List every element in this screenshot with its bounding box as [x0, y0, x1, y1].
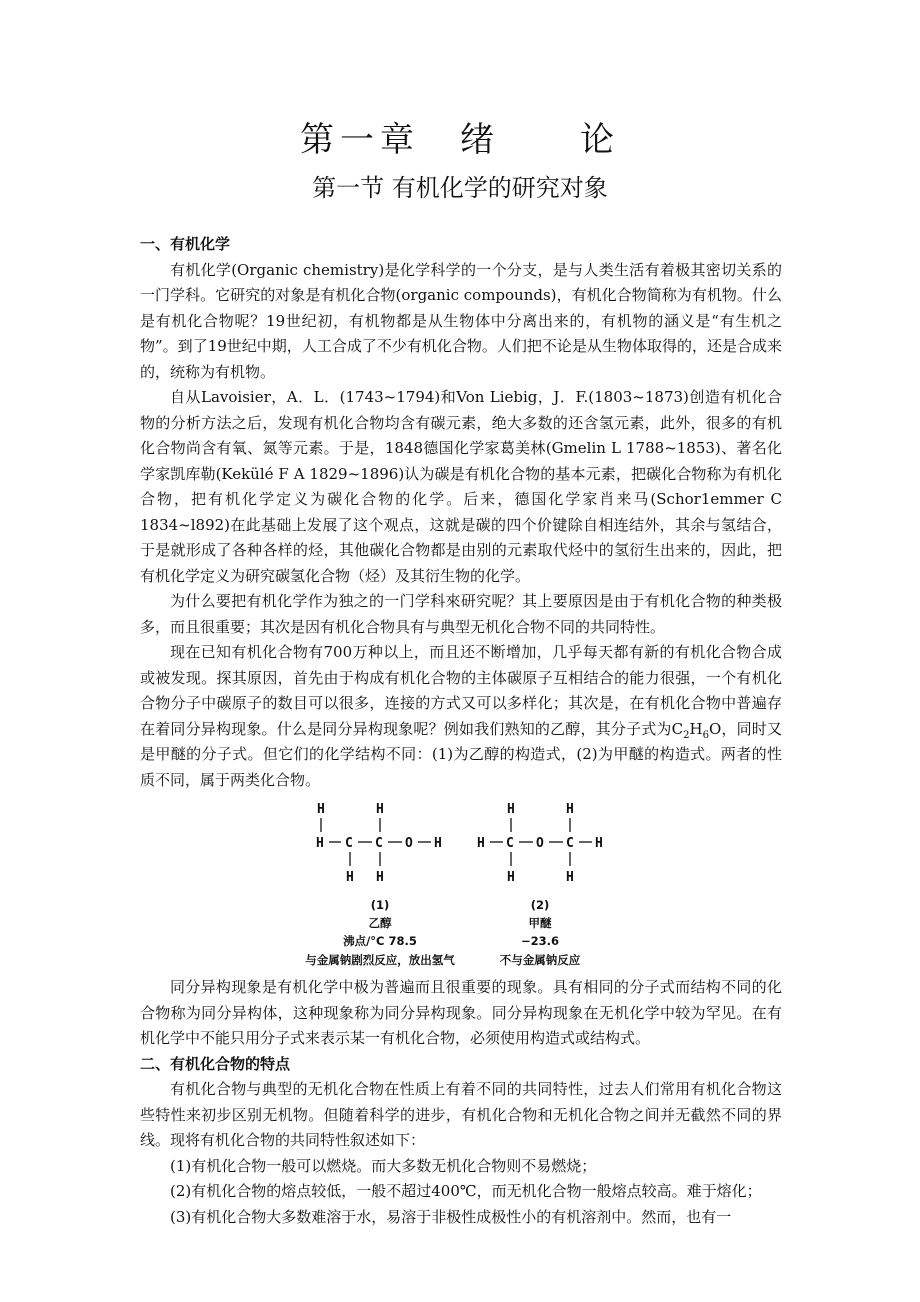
section-heading-characteristics: 二、有机化合物的特点	[140, 1054, 291, 1073]
list-item: (3)有机化合物大多数难溶于水，易溶于非极性成极性小的有机溶剂中。然而，也有一	[170, 1207, 732, 1226]
ether-name: 甲醚	[528, 916, 552, 930]
atom-h: H	[507, 870, 515, 885]
atom-h: H	[595, 836, 603, 851]
atom-h: H	[376, 870, 384, 885]
paragraph: 为什么要把有机化学作为独之的一门学科來研究呢？其上要原因是由于有机化合物的种类极多，而且很重要；其次是因有机化合物具有与典型无机化合物不同的共同特性。	[140, 592, 782, 636]
text-run: 现在已知有机化合物有700万种以上，而且还不断增加，几乎每天都有新的有机化合物合成或被发现。探其原因，首先由于构成有机化合物的主体碳原子互相结合的能力很强，一个有机化合物分子中碳原子的数目可以很多，连接的方式又可以多样化；其次是，在有机化合物中普遍存在着同分异构现象。什么是同分异构现象呢？例如我们熟知的乙醇，其分子式为C	[140, 643, 782, 738]
ether-note: 不与金属钠反应	[499, 953, 581, 967]
atom-h: H	[566, 802, 574, 817]
paragraph: 同分异构现象是有机化学中极为普遍而且很重要的现象。具有相同的分子式而结构不同的化合物称为同分异构体，这种现象称为同分异构现象。同分异构现象在无机化学中较为罕见。在有机化学中不能只用分子式来表示某一有机化合物，必须使用构造式或结构式。	[140, 978, 782, 1047]
atom-c: C	[506, 836, 514, 851]
subscript: 2	[683, 729, 690, 741]
list-item: (1)有机化合物一般可以燃烧。而大多数无机化合物则不易燃烧；	[170, 1156, 597, 1175]
atom-o: O	[536, 836, 544, 851]
paragraph: 自从Lavoisier，A．L．(1743~1794)和Von Liebig，J．F.(1803~1873)创造有机化合物的分析方法之后，发现有机化合物均含有碳元素，绝大多数的还含氢元素，此外，很多的有机化合物尚含有氧、氮等元素。于是，1848德国化学家葛美林(Gmelin L 1788~1853)、著名化学家凯库勒(Kekülé F A 1829~1896)认为碳是有机化合物的基本元素，把碳化合物称为有机化合物，把有机化学定义为碳化合物的化学。后来，德国化学家肖来马(Schor1emmer C 1834~l892)在此基础上发展了这个观点，这就是碳的四个价键除自相连结外，其余与氢结合，于是就形成了各种各样的烃，其他碳化合物都是由别的元素取代烃中的氢衍生出来的，因此，把有机化学定义为研究碳氢化合物（烃）及其衍生物的化学。	[140, 388, 782, 585]
ether-boiling-point: −23.6	[520, 934, 560, 948]
atom-h: H	[376, 802, 384, 817]
ether-number: (2)	[530, 898, 550, 912]
atom-c: C	[375, 836, 383, 851]
atom-h: H	[507, 802, 515, 817]
ethanol-boiling-point: 沸点/°C 78.5	[343, 934, 417, 948]
atom-c: C	[345, 836, 353, 851]
paragraph: 有机化学(Organic chemistry)是化学科学的一个分支，是与人类生活有着极其密切关系的一门学科。它研究的对象是有机化合物(organic compounds)，有机化合物简称为有机物。什么是有机化合物呢？19世纪初，有机物都是从生物体中分离出来的，有机物的涵义是“有生机之物”。到了19世纪中期，人工合成了不少有机化合物。人们把不论是从生物体取得的，还是合成来的，统称为有机物。	[140, 260, 782, 381]
chapter-title: 第一章 绪 论	[300, 120, 620, 160]
structural-formulas	[140, 799, 782, 969]
atom-h: H	[566, 870, 574, 885]
section-title: 第一节 有机化学的研究对象	[312, 174, 608, 202]
text-run: O，同时又是甲醚的分子式。但它们的化学结构不同：(1)为乙醇的构造式，(2)为甲醚的构造式。两者的性质不同，属于两类化合物。	[140, 719, 782, 789]
ethanol-name: 乙醇	[368, 916, 392, 930]
document-body	[140, 232, 782, 1230]
section-heading-organic-chemistry: 一、有机化学	[140, 235, 231, 253]
atom-h: H	[317, 802, 325, 817]
atom-h: H	[477, 836, 485, 851]
subscript: 6	[702, 729, 709, 741]
text-run: H	[689, 719, 703, 738]
ethanol-number: (1)	[370, 898, 390, 912]
atom-o: O	[405, 836, 413, 851]
atom-h: H	[434, 836, 442, 851]
dimethyl-ether-structure	[477, 802, 603, 885]
list-item: (2)有机化合物的熔点较低，一般不超过400℃，而无机化合物一般熔点较高。难于熔化；	[170, 1182, 762, 1200]
ethanol-note: 与金属钠剧烈反应，放出氢气	[305, 953, 455, 967]
paragraph-isomerism	[140, 640, 782, 793]
structural-formula-figure	[140, 799, 782, 969]
ethanol-structure	[316, 802, 442, 885]
atom-h: H	[316, 836, 324, 851]
paragraph: 有机化合物与典型的无机化合物在性质上有着不同的共同特性，过去人们常用有机化合物这些特性来初步区别无机物。但随着科学的进步，有机化合物和无机化合物之间并无截然不同的界线。现将有机化合物的共同特性叙述如下：	[140, 1080, 782, 1149]
atom-h: H	[346, 870, 354, 885]
atom-c: C	[566, 836, 574, 851]
